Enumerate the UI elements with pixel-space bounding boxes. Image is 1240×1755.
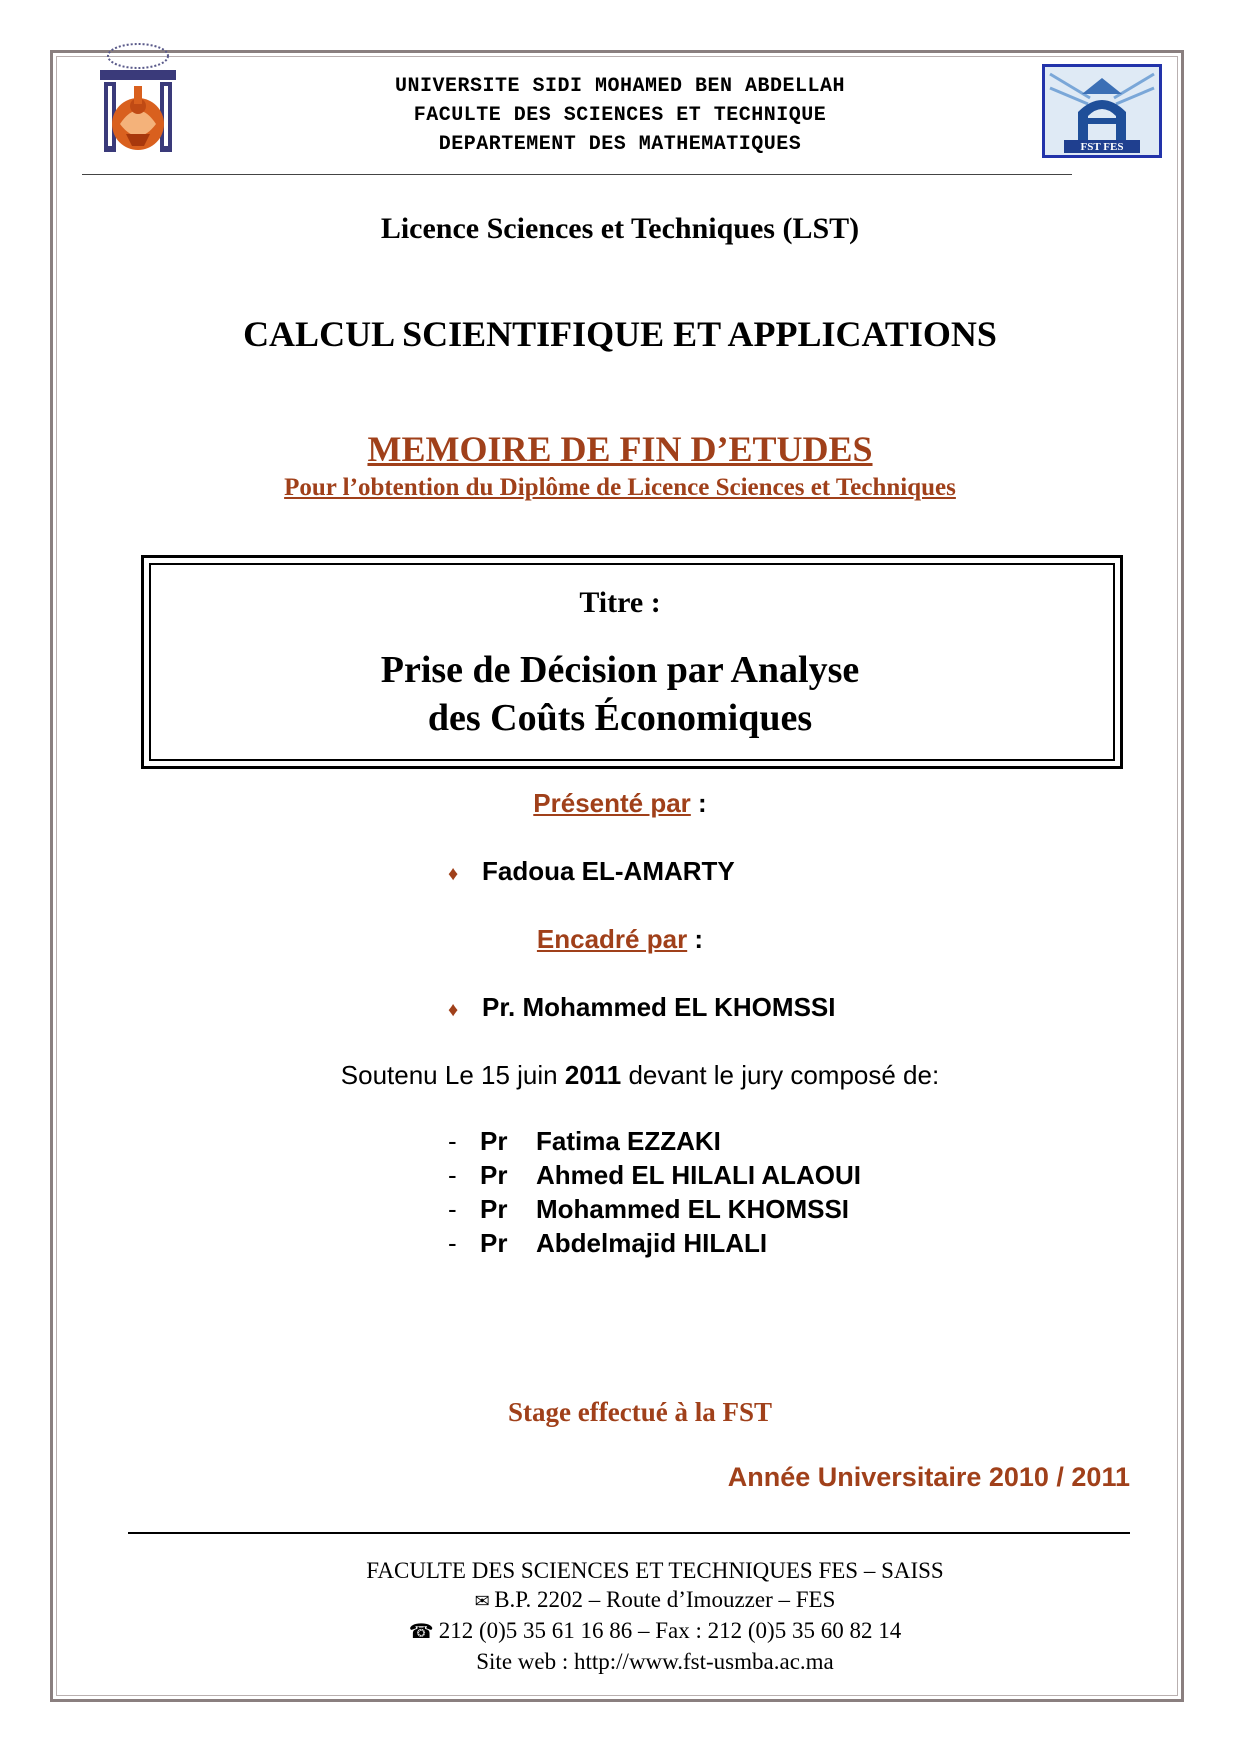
presented-by-label: Présenté par	[533, 788, 691, 818]
memoire-title: MEMOIRE DE FIN D’ETUDES	[367, 429, 873, 469]
footer-faculty: FACULTE DES SCIENCES ET TECHNIQUES FES – SAISS	[366, 1558, 944, 1583]
fst-fes-logo	[1042, 64, 1162, 158]
defense-statement	[0, 1060, 1240, 1091]
thesis-title-line-1: Prise de Décision par Analyse	[380, 649, 860, 691]
institution-header	[300, 72, 940, 159]
faculty-name: FACULTE DES SCIENCES ET TECHNIQUE	[413, 104, 827, 127]
jury-dash: -	[448, 1126, 457, 1156]
defense-year: 2011	[564, 1060, 622, 1090]
student-entry	[448, 856, 735, 887]
jury-dash: -	[448, 1160, 457, 1190]
header-divider	[82, 174, 1072, 175]
jury-member	[448, 1124, 861, 1158]
diamond-bullet-icon: ♦	[448, 863, 459, 885]
jury-name: Ahmed EL HILALI ALAOUI	[536, 1160, 861, 1190]
defense-suffix: devant le jury composé de:	[621, 1060, 940, 1090]
academic-year: Année Universitaire 2010 / 2011	[727, 1462, 1130, 1492]
footer-address: B.P. 2202 – Route d’Imouzzer – FES	[494, 1587, 836, 1612]
university-name: UNIVERSITE SIDI MOHAMED BEN ABDELLAH	[394, 75, 846, 98]
jury-title: Pr	[480, 1194, 508, 1224]
thesis-title-line-2: des Coûts Économiques	[427, 697, 813, 739]
footer-website: Site web : http://www.fst-usmba.ac.ma	[476, 1649, 834, 1674]
jury-name: Fatima EZZAKI	[536, 1126, 721, 1156]
diamond-bullet-icon: ♦	[448, 999, 459, 1021]
supervised-by-label: Encadré par	[536, 924, 688, 954]
supervised-by-heading	[0, 924, 1240, 955]
footer-contact	[0, 1556, 1240, 1676]
supervisor-name: Pr. Mohammed EL KHOMSSI	[482, 992, 836, 1022]
jury-list	[448, 1124, 861, 1260]
thesis-title-label: Titre :	[579, 586, 661, 619]
defense-prefix: Soutenu Le 15 juin	[340, 1060, 565, 1090]
footer-phone: 212 (0)5 35 61 16 86 – Fax : 212 (0)5 35 60 82 14	[438, 1618, 902, 1643]
internship-location: Stage effectué à la FST	[508, 1397, 772, 1427]
jury-title: Pr	[480, 1228, 508, 1258]
jury-member	[448, 1192, 861, 1226]
fst-logo-text: FST FES	[1080, 141, 1124, 153]
jury-name: Mohammed EL KHOMSSI	[536, 1194, 850, 1224]
jury-dash: -	[448, 1228, 457, 1258]
specialty-name: CALCUL SCIENTIFIQUE ET APPLICATIONS	[243, 314, 997, 354]
footer-phone-row	[0, 1616, 1240, 1647]
student-name: Fadoua EL-AMARTY	[482, 856, 735, 886]
jury-dash: -	[448, 1194, 457, 1224]
footer-divider	[128, 1532, 1130, 1534]
footer-address-row	[0, 1585, 1240, 1616]
memoire-subtitle: Pour l’obtention du Diplôme de Licence Sciences et Techniques	[284, 474, 956, 501]
jury-title: Pr	[480, 1160, 508, 1190]
mailbox-icon: ✉	[474, 1591, 495, 1611]
jury-member	[448, 1158, 861, 1192]
presented-by-colon: :	[690, 788, 707, 818]
jury-name: Abdelmajid HILALI	[536, 1228, 768, 1258]
program-name: Licence Sciences et Techniques (LST)	[380, 212, 860, 245]
presented-by-heading	[0, 788, 1240, 819]
supervised-by-colon: :	[687, 924, 704, 954]
department-name: DEPARTEMENT DES MATHEMATIQUES	[438, 133, 802, 156]
jury-member	[448, 1226, 861, 1260]
jury-title: Pr	[480, 1126, 508, 1156]
phone-icon: ☎	[408, 1621, 439, 1643]
university-emblem-logo	[88, 42, 188, 158]
supervisor-entry	[448, 992, 835, 1023]
